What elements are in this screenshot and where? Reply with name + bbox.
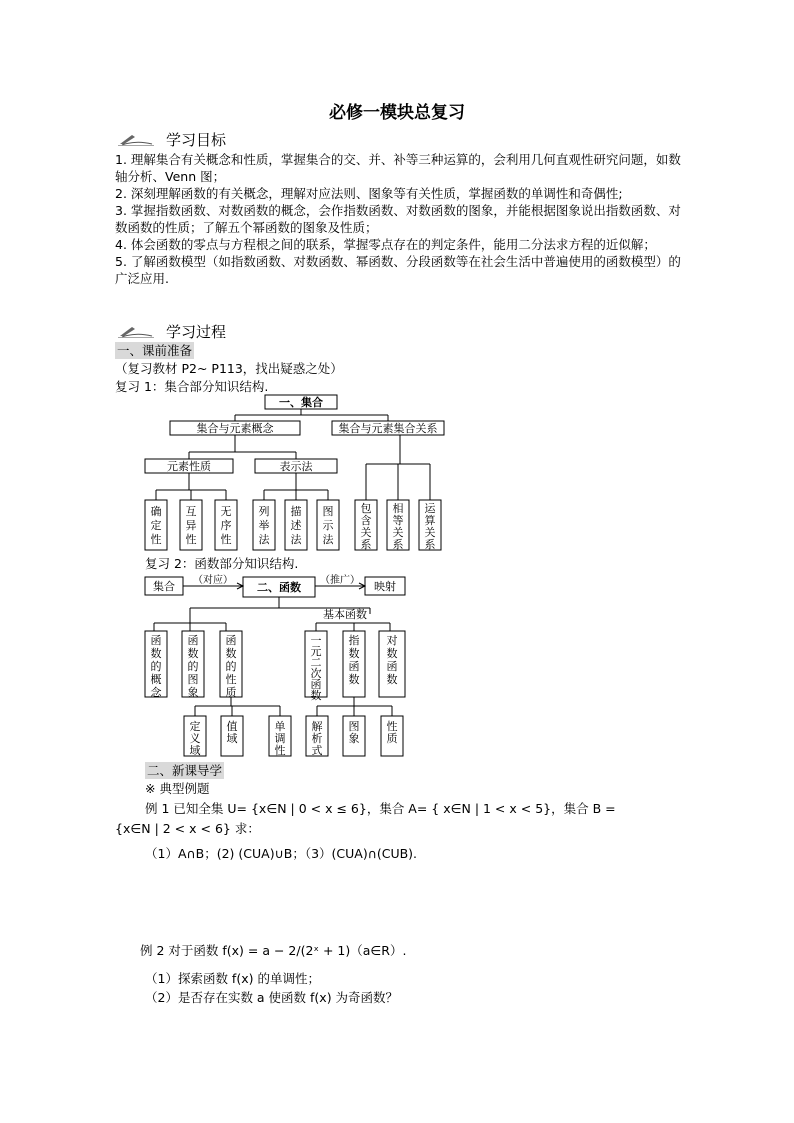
goals-heading [118, 129, 226, 149]
goal-item: 1. 理解集合有关概念和性质，掌握集合的交、并、补等三种运算的，会利用几何直观性研究问题，如数轴分析、Venn 图； [115, 152, 681, 184]
func-basic-label: 基本函数 [323, 608, 367, 621]
vertical-leaf-label: 性质 [386, 720, 398, 745]
process-heading [118, 321, 226, 341]
ex2-q1: （1）探索函数 f(x) 的单调性； [145, 971, 320, 986]
vertical-leaf-label: 单调性 [274, 720, 286, 757]
goals-list [115, 151, 690, 287]
vertical-leaf-label: 函数的性质 [225, 634, 237, 699]
vertical-leaf-label: 确定性 [150, 505, 162, 546]
set-left-label: 集合与元素概念 [196, 422, 274, 435]
vertical-leaf-label: 列举法 [258, 505, 270, 546]
ex2-line: 例 2 对于函数 f(x) = a − 2/(2ˣ + 1)（a∈R）. [140, 943, 407, 958]
part1-label: 一、课前准备 [117, 343, 193, 358]
function-structure-diagram [140, 574, 410, 760]
examples-label: ※ 典型例题 [145, 781, 210, 796]
process-heading-text: 学习过程 [166, 322, 227, 341]
page-title: 必修一模块总复习 [329, 103, 465, 123]
set-structure-diagram [140, 392, 450, 554]
vertical-leaf-label: 互异性 [185, 505, 197, 546]
vertical-leaf-label: 图示法 [322, 505, 334, 546]
vertical-leaf-label: 运算关系 [424, 502, 436, 551]
goal-item: 4. 体会函数的零点与方程根之间的联系，掌握零点存在的判定条件，能用二分法求方程的近似解； [115, 237, 656, 252]
set-right-label: 集合与元素集合关系 [338, 422, 438, 435]
review1-label: 复习 1：集合部分知识结构. [115, 379, 269, 394]
vertical-leaf-label: 函数的图象 [187, 634, 199, 699]
set-sub-right-label: 表示法 [279, 460, 313, 473]
func-set-label: 集合 [153, 580, 175, 593]
vertical-leaf-label: 一元二次函数 [310, 634, 322, 702]
goal-item: 2. 深刻理解函数的有关概念，理解对应法则、图象等有关性质，掌握函数的单调性和奇偶性; [115, 186, 623, 201]
vertical-leaf-label: 值域 [226, 720, 238, 745]
textbook-note: （复习教材 P2~ P113，找出疑惑之处） [115, 361, 343, 376]
review2-label: 复习 2：函数部分知识结构. [145, 556, 299, 571]
set-root-label: 一、集合 [279, 396, 323, 409]
vertical-leaf-label: 函数的概念 [150, 634, 162, 699]
vertical-leaf-label: 相等关系 [392, 502, 404, 551]
goal-item: 3. 掌握指数函数、对数函数的概念，会作指数函数、对数函数的图象，并能根据图象说出指数函数、对数函数的性质；了解五个幂函数的图象及性质； [115, 203, 681, 235]
vertical-leaf-label: 解析式 [311, 720, 323, 757]
part2-label: 二、新课导学 [147, 763, 223, 778]
vertical-leaf-label: 包含关系 [360, 502, 372, 551]
set-sub-left-label: 元素性质 [167, 460, 211, 473]
func-root-label: 二、函数 [257, 581, 301, 594]
func-correspond-label: （对应） [193, 575, 233, 586]
func-mapping-label: 映射 [374, 580, 396, 593]
ex1-parts: （1）A∩B；(2) (CUA)∪B；（3）(CUA)∩(CUB). [145, 846, 418, 861]
vertical-leaf-label: 对数函数 [386, 634, 398, 686]
ex1-line1: 例 1 已知全集 U= {x∈N | 0 < x ≤ 6}，集合 A= { x∈N | 1 < x < 5}，集合 B = [145, 801, 616, 816]
pen-icon [118, 324, 154, 338]
goals-heading-text: 学习目标 [166, 130, 227, 149]
ex1-line2: {x∈N | 2 < x < 6} 求： [115, 821, 260, 836]
pen-icon [118, 132, 154, 146]
vertical-leaf-label: 指数函数 [348, 634, 360, 686]
vertical-leaf-label: 定义域 [189, 720, 201, 757]
goal-item: 5. 了解函数模型（如指数函数、对数函数、幂函数、分段函数等在社会生活中普遍使用的函数模型）的广泛应用. [115, 254, 681, 286]
vertical-leaf-label: 图象 [348, 720, 360, 745]
ex2-q2: （2）是否存在实数 a 使函数 f(x) 为奇函数？ [145, 990, 399, 1005]
vertical-leaf-label: 无序性 [220, 505, 232, 546]
func-extend-label: （推广） [320, 575, 360, 586]
vertical-leaf-label: 描述法 [290, 505, 302, 546]
